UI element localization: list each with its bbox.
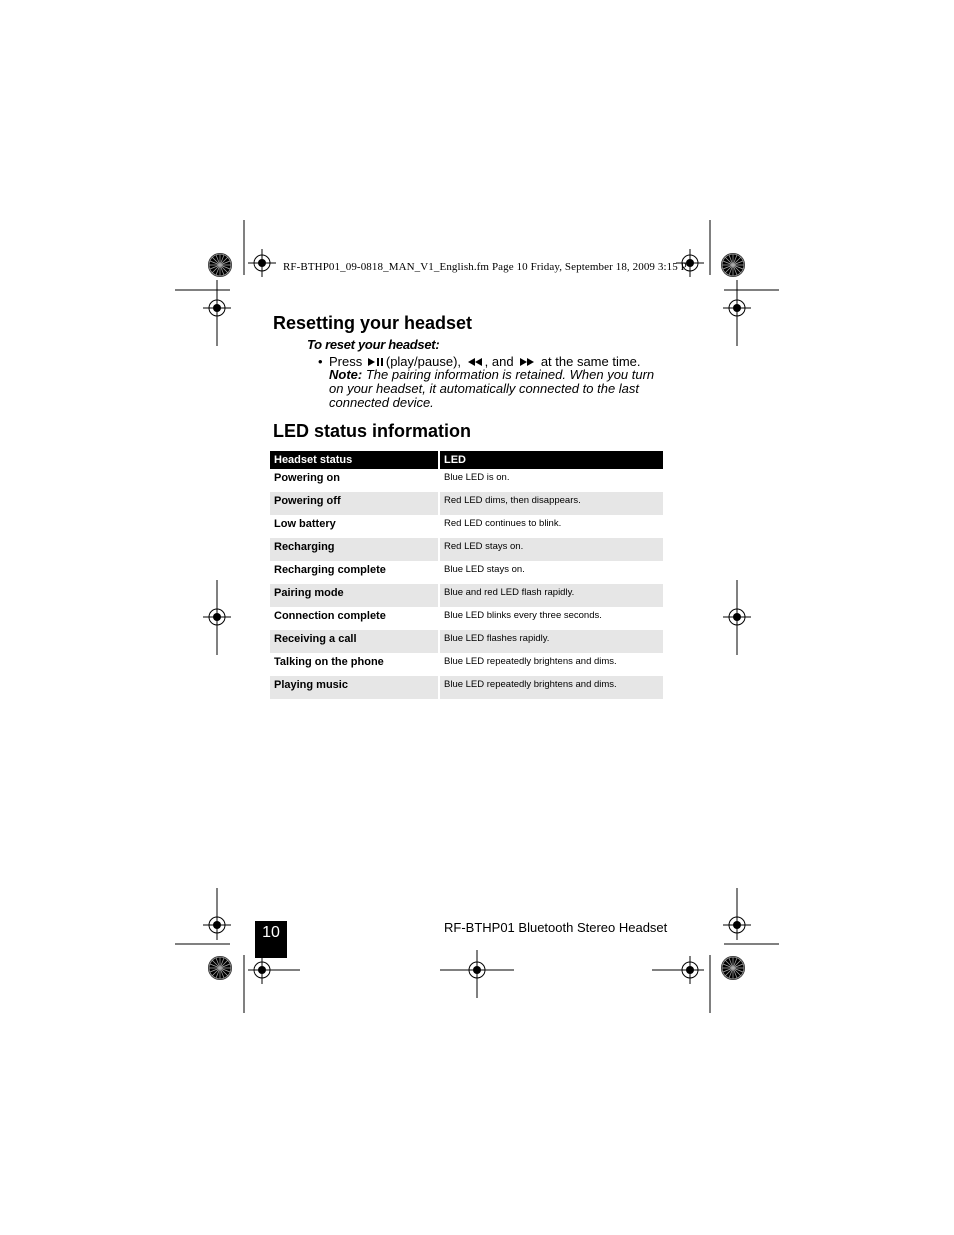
fast-forward-icon (519, 357, 535, 367)
status-cell: Connection complete (274, 610, 386, 622)
registration-mark-icon (723, 603, 751, 631)
table-row (270, 492, 663, 515)
column-header: LED (439, 451, 663, 469)
footer-product-title: RF-BTHP01 Bluetooth Stereo Headset (444, 920, 668, 935)
status-cell: Recharging (270, 538, 439, 561)
led-cell: Red LED dims, then disappears. (439, 492, 663, 515)
note-text: The pairing information is retained. When you turn on your headset, it automatically connected to the last connected device. (329, 367, 655, 410)
bullet-icon: • (318, 354, 323, 369)
status-cell: Playing music (270, 676, 439, 699)
table-row (270, 469, 663, 492)
led-cell: Blue LED blinks every three seconds. (439, 607, 663, 630)
status-cell: Receiving a call (270, 630, 439, 653)
reset-instruction: • Press (play/pause), , and at the same time. (318, 354, 641, 369)
table-row (270, 676, 663, 699)
star-target-icon (208, 253, 232, 277)
table-row (270, 653, 663, 676)
led-cell: Blue LED is on. (439, 469, 663, 492)
led-cell: Red LED stays on. (439, 538, 663, 561)
led-heading: LED status information (273, 421, 472, 441)
status-cell: Pairing mode (270, 584, 439, 607)
registration-mark-icon (723, 911, 751, 939)
led-cell: Blue LED repeatedly brightens and dims. (439, 653, 663, 676)
table-row (270, 515, 663, 538)
status-cell: Recharging complete (274, 564, 386, 576)
status-cell: Powering off (270, 492, 439, 515)
registration-mark-icon (203, 294, 231, 322)
led-cell: Blue and red LED flash rapidly. (439, 584, 663, 607)
registration-mark-icon (723, 294, 751, 322)
status-cell: Powering on (274, 472, 340, 484)
registration-mark-icon (248, 249, 276, 277)
star-target-icon (721, 253, 745, 277)
registration-mark-icon (203, 911, 231, 939)
table-header-row (270, 451, 663, 469)
table-row (270, 538, 663, 561)
reset-subheading: To reset your headset: (307, 337, 440, 352)
led-cell: Blue LED flashes rapidly. (439, 630, 663, 653)
registration-mark-icon (203, 603, 231, 631)
page-number: 10 (255, 921, 287, 958)
table-row (270, 630, 663, 653)
star-target-icon (721, 956, 745, 980)
status-cell: Talking on the phone (274, 656, 384, 668)
led-cell: Blue LED repeatedly brightens and dims. (439, 676, 663, 699)
led-cell: Blue LED stays on. (439, 561, 663, 584)
rewind-icon (467, 357, 483, 367)
reset-note (329, 368, 669, 410)
note-label: Note: (329, 367, 363, 382)
table-row (270, 584, 663, 607)
status-cell: Low battery (274, 518, 336, 530)
table-row (270, 607, 663, 630)
file-slug: RF-BTHP01_09-0818_MAN_V1_English.fm Page 10 Friday, September 18, 2009 3:15 P (283, 261, 687, 273)
table-row (270, 561, 663, 584)
column-header: Headset status (270, 451, 439, 469)
led-cell: Red LED continues to blink. (439, 515, 663, 538)
play-pause-icon (368, 357, 384, 367)
led-status-table (270, 451, 663, 699)
star-target-icon (208, 956, 232, 980)
reset-heading: Resetting your headset (273, 313, 473, 333)
